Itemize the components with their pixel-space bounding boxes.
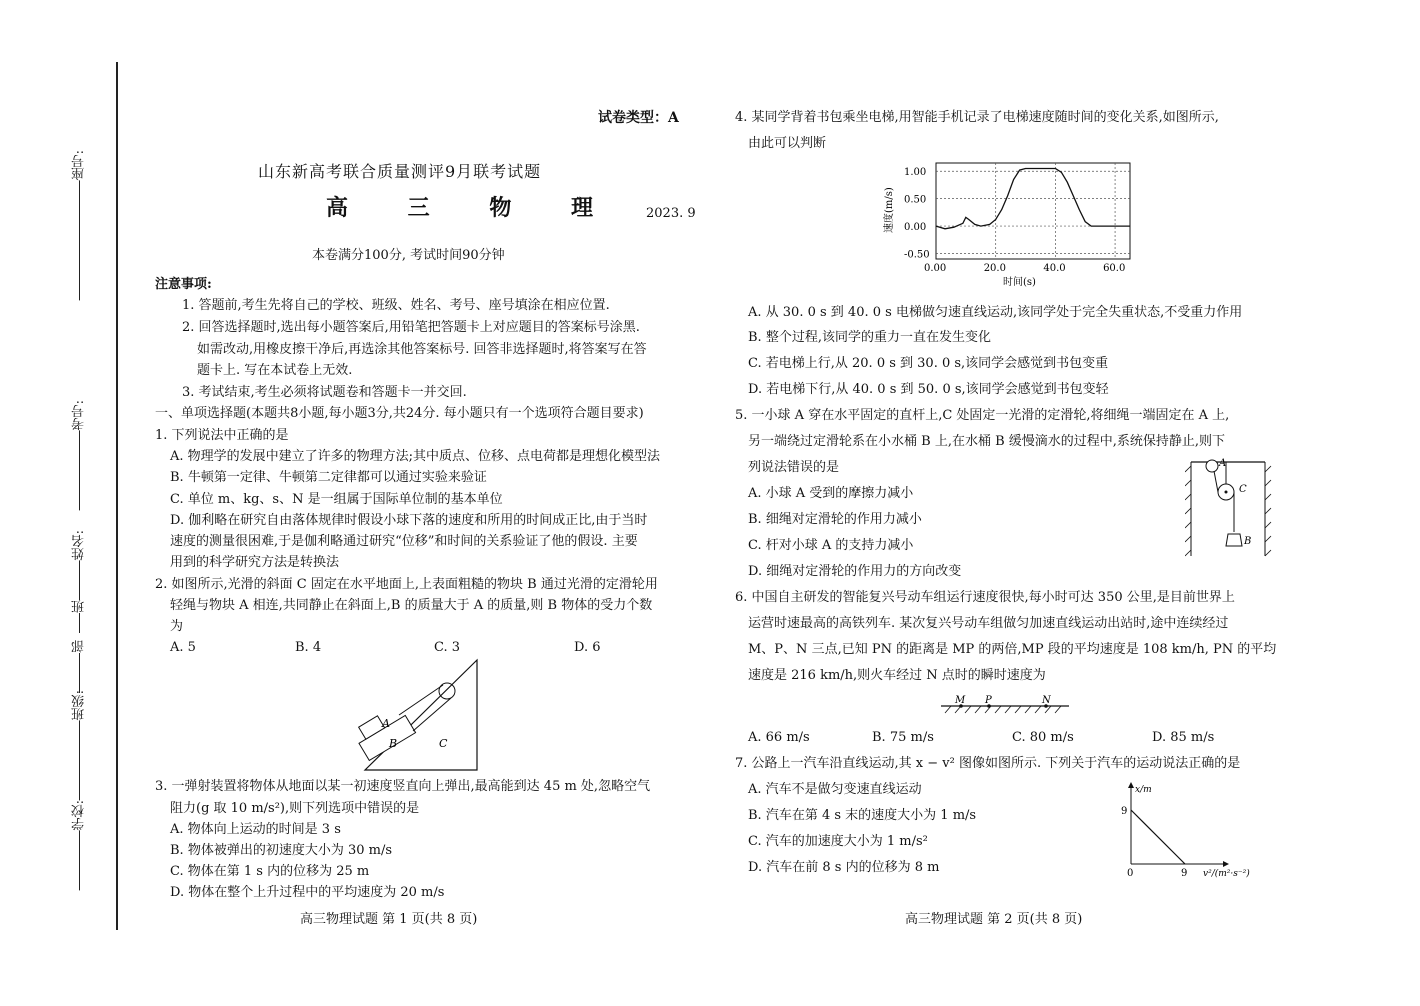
side-seat: 座号:: [70, 150, 89, 300]
q4-option-a: A. 从 30. 0 s 到 40. 0 s 电梯做匀速直线运动,该同学处于完全失重状态,不受重力作用: [748, 305, 1243, 320]
q7-x-tick: 9: [1181, 868, 1188, 879]
q7-origin: 0: [1127, 868, 1134, 879]
q4-stem: 4. 某同学背着书包乘坐电梯,用智能手机记录了电梯速度随时间的变化关系,如图所示,: [735, 110, 1219, 125]
q1-option-c: C. 单位 m、kg、s、N 是一组属于国际单位制的基本单位: [170, 492, 503, 507]
q5-stem-cont: 另一端绕过定滑轮系在小水桶 B 上,在水桶 B 缓慢滴水的过程中,系统保持静止,则下: [748, 434, 1226, 449]
side-class: 班: [70, 600, 89, 633]
q2-option-a: A. 5: [170, 640, 196, 655]
q6-stem: 6. 中国自主研发的智能复兴号动车组运行速度很快,每小时可达 350 公里,是目前世界上: [735, 590, 1235, 605]
q3-option-d: D. 物体在整个上升过程中的平均速度为 20 m/s: [170, 885, 445, 900]
side-school: 学校:: [70, 800, 89, 890]
q7-stem: 7. 公路上一汽车沿直线运动,其 x − v² 图像如图所示. 下列关于汽车的运动说法正确的是: [735, 756, 1241, 771]
ball-a: [1206, 460, 1218, 472]
bucket-b: [1226, 534, 1242, 546]
q7-option-c: C. 汽车的加速度大小为 1 m/s²: [748, 834, 928, 849]
q6-track-figure: [935, 692, 1075, 718]
q7-option-b: B. 汽车在第 4 s 末的速度大小为 1 m/s: [748, 808, 977, 823]
notice-line: 1. 答题前,考生先将自己的学校、班级、姓名、考号、座号填涂在相应位置.: [182, 298, 610, 313]
side-grade: 班级:: [70, 690, 89, 800]
q3-option-a: A. 物体向上运动的时间是 3 s: [170, 822, 341, 837]
q4-option-c: C. 若电梯上行,从 20. 0 s 到 30. 0 s,该同学会感觉到书包变重: [748, 356, 1109, 371]
x-tick-label: 60.0: [1103, 263, 1126, 274]
exam-date: 2023. 9: [646, 206, 696, 221]
q6-stem-cont: 运营时速最高的高铁列车. 某次复兴号动车组做匀加速直线运动出站时,途中连续经过: [748, 616, 1229, 631]
q5-option-a: A. 小球 A 受到的摩擦力减小: [748, 486, 914, 501]
notice-heading: 注意事项:: [155, 277, 212, 292]
chart-frame: [936, 163, 1130, 259]
x-axis-arrow: [1223, 861, 1229, 867]
q5-option-c: C. 杆对小球 A 的支持力减小: [748, 538, 914, 553]
q6-stem-cont: 速度是 216 km/h,则火车经过 N 点时的瞬时速度为: [748, 668, 1046, 683]
side-name: 姓名:: [70, 530, 89, 600]
q3-stem: 3. 一弹射装置将物体从地面以某一初速度竖直向上弹出,最高能到达 45 m 处,忽略空气: [155, 779, 651, 794]
q7-option-a: A. 汽车不是做匀变速直线运动: [748, 782, 922, 797]
q2-option-b: B. 4: [295, 640, 322, 655]
q4-option-b: B. 整个过程,该同学的重力一直在发生变化: [748, 330, 991, 345]
q7-x-v2-graph: [1115, 780, 1275, 880]
y-tick-label: 0.00: [904, 222, 927, 234]
rope-b: [413, 698, 451, 731]
side-exam-no: 考号:: [70, 400, 89, 510]
label-c: C: [1239, 484, 1247, 495]
q5-option-d: D. 细绳对定滑轮的作用力的方向改变: [748, 564, 962, 579]
notice-line: 如需改动,用橡皮擦干净后,再选涂其他答案标号. 回答非选择题时,将答案写在答: [197, 342, 647, 357]
y-tick-label: 0.50: [904, 194, 927, 206]
label-b: B: [1244, 536, 1252, 547]
section-heading: 一、单项选择题(本题共8小题,每小题3分,共24分. 每小题只有一个选项符合题目要求): [155, 406, 644, 421]
notice-line: 2. 回答选择题时,选出每小题答案后,用铅笔把答题卡上对应题目的答案标号涂黑.: [182, 320, 640, 335]
y-tick-label: -0.50: [904, 249, 930, 261]
q2-stem: 2. 如图所示,光滑的斜面 C 固定在水平地面上,上表面粗糙的物块 B 通过光滑的定滑轮用: [155, 577, 658, 592]
q7-y-tick: 9: [1121, 806, 1128, 817]
exam-info: 本卷满分100分, 考试时间90分钟: [312, 248, 505, 263]
q6-option-a: A. 66 m/s: [748, 730, 810, 745]
q3-stem-cont: 阻力(g 取 10 m/s²),则下列选项中错误的是: [170, 801, 420, 816]
q2-stem-cont: 为: [170, 619, 184, 634]
q5-pulley-figure: [1185, 456, 1275, 560]
label-a: A: [382, 717, 390, 730]
q7-y-label: x/m: [1135, 785, 1152, 795]
q7-option-d: D. 汽车在前 8 s 内的位移为 8 m: [748, 860, 940, 875]
q3-option-b: B. 物体被弹出的初速度大小为 30 m/s: [170, 843, 393, 858]
q4-stem-cont: 由此可以判断: [748, 136, 827, 151]
q3-option-c: C. 物体在第 1 s 内的位移为 25 m: [170, 864, 370, 879]
x-tick-label: 40.0: [1043, 263, 1066, 274]
q7-x-label: v²/(m²·s⁻²): [1203, 869, 1250, 879]
q6-option-d: D. 85 m/s: [1152, 730, 1215, 745]
q2-option-d: D. 6: [574, 640, 601, 655]
notice-line: 3. 考试结束,考生必须将试题卷和答题卡一并交回.: [182, 385, 467, 400]
rope-to-a: [1214, 471, 1218, 492]
q6-option-b: B. 75 m/s: [872, 730, 934, 745]
chart-x-label: 时间(s): [1003, 277, 1036, 288]
label-b: B: [389, 737, 398, 750]
q4-velocity-chart: [880, 155, 1140, 293]
q2-incline-figure: [355, 655, 495, 775]
y-axis-arrow: [1128, 782, 1134, 788]
q1-option-d-cont: 用到的科学研究方法是转换法: [170, 555, 340, 570]
x-tick-label: 0.00: [924, 263, 947, 274]
q6-option-c: C. 80 m/s: [1012, 730, 1074, 745]
q5-option-b: B. 细绳对定滑轮的作用力减小: [748, 512, 922, 527]
q1-option-d-cont: 速度的测量很困难,于是伽利略通过研究“位移”和时间的关系验证了他的假设. 主要: [170, 534, 638, 549]
q4-option-d: D. 若电梯下行,从 40. 0 s 到 50. 0 s,该同学会感觉到书包变轻: [748, 382, 1109, 397]
page-footer-1: 高三物理试题 第 1 页(共 8 页): [300, 912, 478, 927]
q6-stem-cont: M、P、N 三点,已知 PN 的距离是 MP 的两倍,MP 段的平均速度是 108 km/h, PN 的平均: [748, 642, 1277, 657]
pulley-axle: [1225, 491, 1228, 494]
exam-title: 山东新高考联合质量测评9月联考试题: [258, 162, 542, 181]
graph-line: [1131, 810, 1185, 864]
label-m: M: [955, 695, 966, 706]
notice-line: 题卡上. 写在本试卷上无效.: [197, 363, 353, 378]
paper-type: 试卷类型：A: [598, 110, 679, 126]
label-n: N: [1042, 695, 1051, 706]
chart-y-label: 速度(m/s): [884, 187, 895, 233]
q5-stem: 5. 一小球 A 穿在水平固定的直杆上,C 处固定一光滑的定滑轮,将细绳一端固定在 A 上,: [735, 408, 1230, 423]
q2-stem-cont: 轻绳与物块 A 相连,共同静止在斜面上,B 的质量大于 A 的质量,则 B 物体的受力个数: [170, 598, 653, 613]
label-a: A: [1219, 458, 1227, 469]
x-tick-label: 20.0: [983, 263, 1006, 274]
label-c: C: [439, 737, 448, 750]
side-dept: 部: [70, 640, 89, 693]
subject-title: 高 三 物 理: [326, 195, 619, 221]
pulley: [439, 683, 455, 699]
label-p: P: [985, 695, 992, 706]
q1-stem: 1. 下列说法中正确的是: [155, 428, 289, 443]
q5-stem-cont: 列说法错误的是: [748, 460, 840, 475]
q2-option-c: C. 3: [434, 640, 461, 655]
y-tick-label: 1.00: [904, 167, 927, 179]
q1-option-d: D. 伽利略在研究自由落体规律时假设小球下落的速度和所用的时间成正比,由于当时: [170, 513, 648, 528]
q1-option-b: B. 牛顿第一定律、牛顿第二定律都可以通过实验来验证: [170, 470, 487, 485]
page-footer-2: 高三物理试题 第 2 页(共 8 页): [905, 912, 1083, 927]
q1-option-a: A. 物理学的发展中建立了许多的物理方法;其中质点、位移、点电荷都是理想化模型法: [170, 449, 661, 464]
binding-line: [116, 62, 118, 930]
